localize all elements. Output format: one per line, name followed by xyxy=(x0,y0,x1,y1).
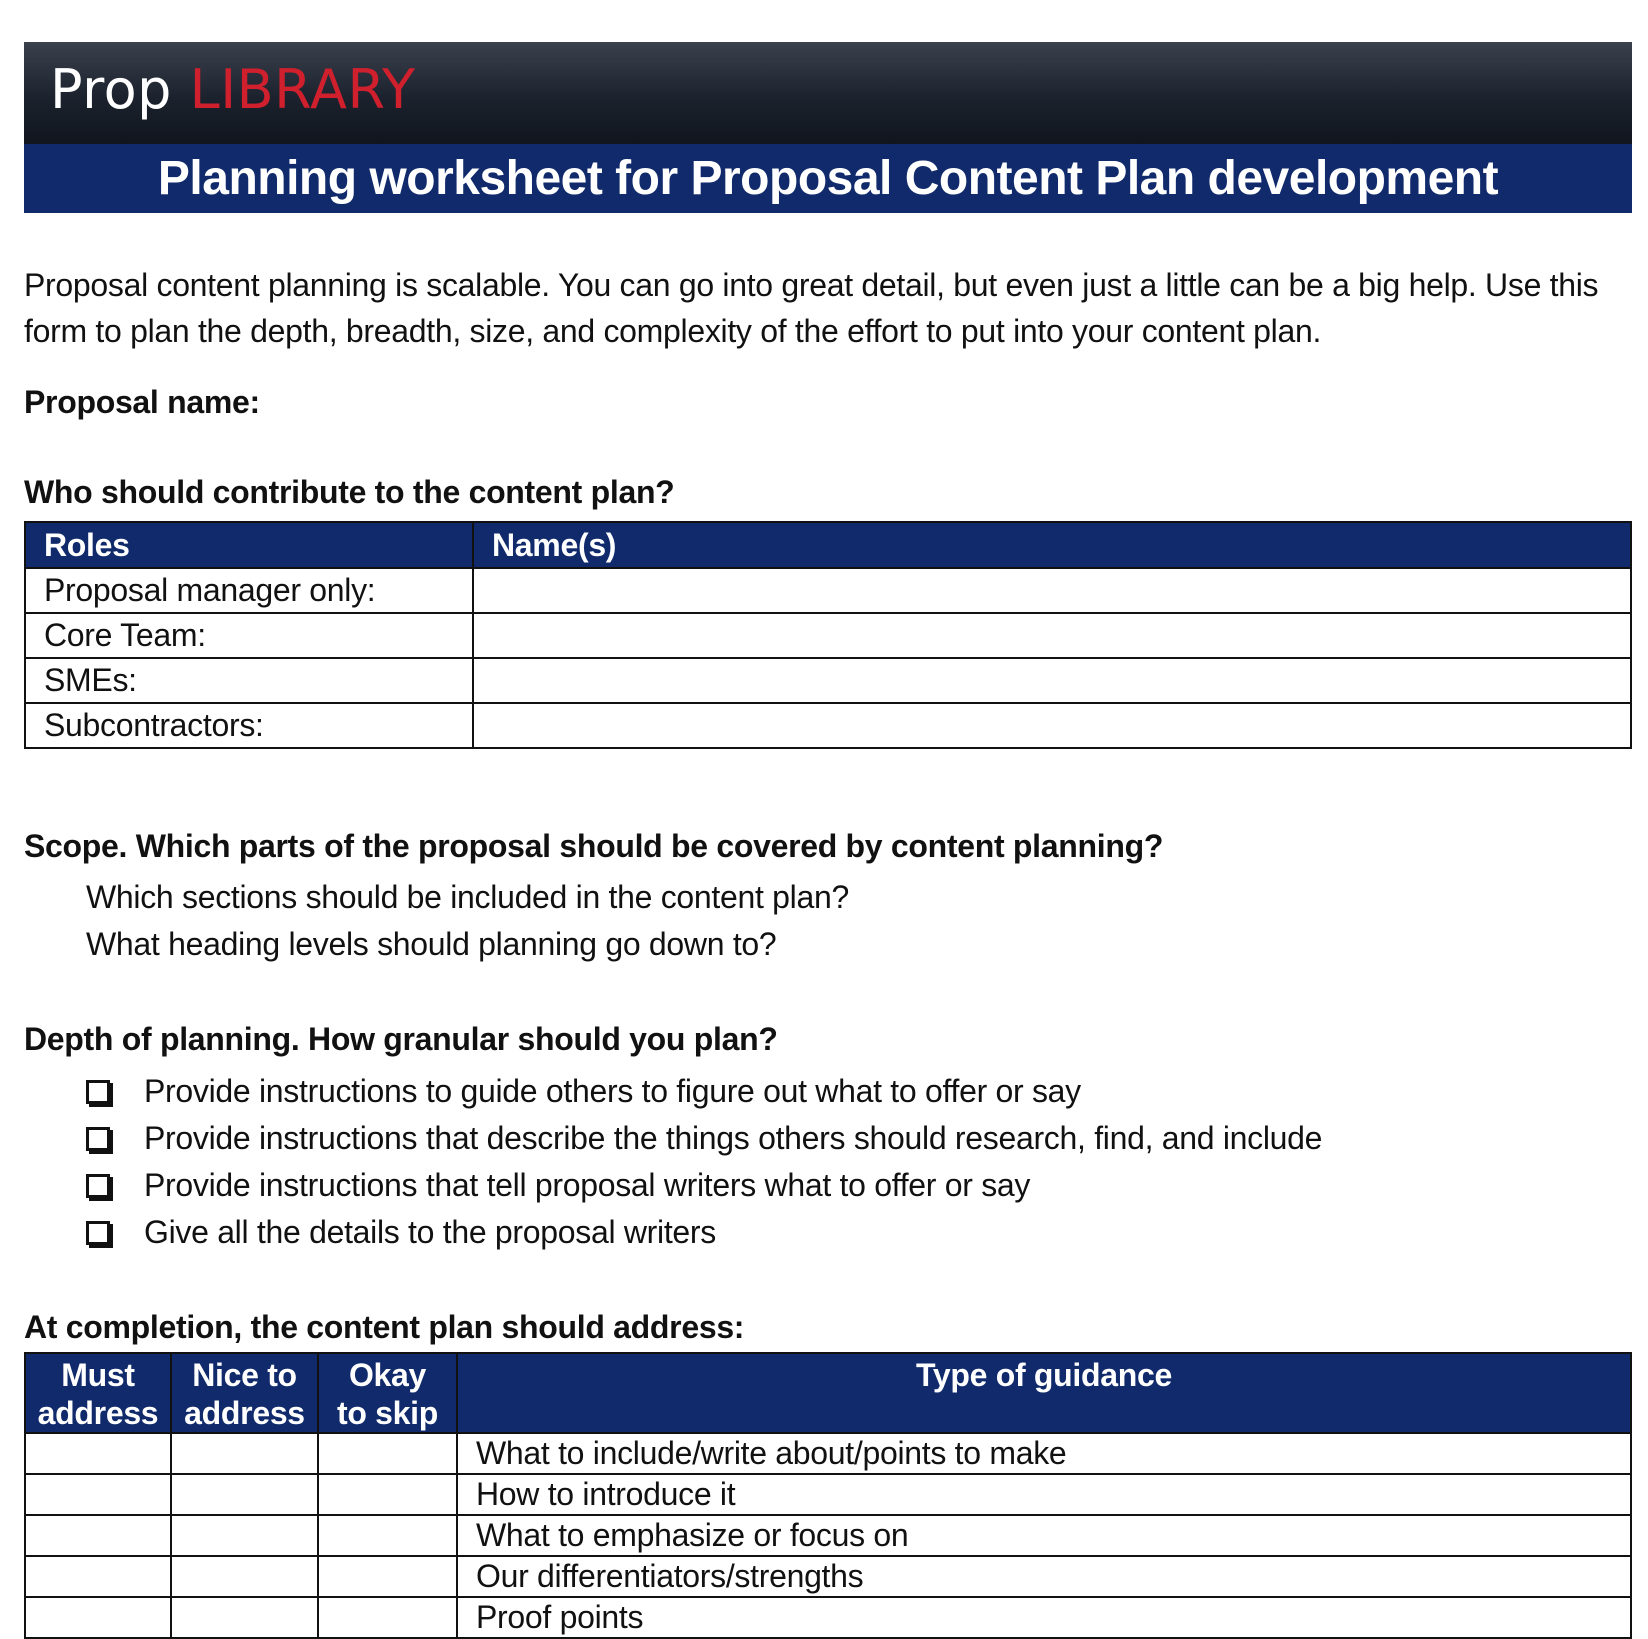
option-label: Provide instructions that tell proposal writers what to offer or say xyxy=(144,1167,1031,1203)
checkbox[interactable] xyxy=(86,1174,110,1198)
nice-cell[interactable] xyxy=(171,1556,318,1597)
table-row xyxy=(25,1597,1631,1638)
role-cell: Proposal manager only: xyxy=(25,568,473,613)
table-row xyxy=(25,703,1631,748)
guidance-cell: How to introduce it xyxy=(457,1474,1631,1515)
type-of-guidance-header: Type of guidance xyxy=(457,1353,1631,1433)
contributors-heading: Who should contribute to the content plan? xyxy=(24,474,675,510)
list-item xyxy=(86,1115,1322,1162)
must-cell[interactable] xyxy=(25,1515,171,1556)
nice-cell[interactable] xyxy=(171,1474,318,1515)
nice-cell[interactable] xyxy=(171,1597,318,1638)
depth-options-list xyxy=(86,1068,1322,1256)
skip-cell[interactable] xyxy=(318,1474,457,1515)
option-label: Give all the details to the proposal writers xyxy=(144,1214,716,1250)
nice-cell[interactable] xyxy=(171,1515,318,1556)
names-cell[interactable] xyxy=(473,613,1631,658)
guidance-cell: What to emphasize or focus on xyxy=(457,1515,1631,1556)
scope-heading: Scope. Which parts of the proposal should be covered by content planning? xyxy=(24,828,1164,864)
depth-heading: Depth of planning. How granular should you plan? xyxy=(24,1021,778,1057)
list-item xyxy=(86,1209,1322,1256)
option-label: Provide instructions that describe the things others should research, find, and include xyxy=(144,1120,1323,1156)
skip-cell[interactable] xyxy=(318,1556,457,1597)
names-cell[interactable] xyxy=(473,658,1631,703)
table-row xyxy=(25,568,1631,613)
must-cell[interactable] xyxy=(25,1597,171,1638)
okay-to-skip-header: Okay to skip xyxy=(318,1353,457,1433)
scope-question: What heading levels should planning go down to? xyxy=(86,926,777,962)
list-item xyxy=(86,1068,1322,1115)
role-cell: Subcontractors: xyxy=(25,703,473,748)
contributors-header-row xyxy=(25,522,1631,568)
prop-library-logo: Prop LIBRARY xyxy=(50,58,416,121)
names-cell[interactable] xyxy=(473,703,1631,748)
scope-question: Which sections should be included in the content plan? xyxy=(86,879,849,915)
roles-column-header: Roles xyxy=(25,522,473,568)
must-cell[interactable] xyxy=(25,1474,171,1515)
names-column-header: Name(s) xyxy=(473,522,1631,568)
must-cell[interactable] xyxy=(25,1433,171,1474)
nice-to-address-header: Nice to address xyxy=(171,1353,318,1433)
intro-paragraph: Proposal content planning is scalable. You can go into great detail, but even just a little can be a big help. Use this form to plan the depth, breadth, size, and complexity of the effort to put into your content plan. xyxy=(24,267,1599,349)
role-cell: Core Team: xyxy=(25,613,473,658)
guidance-cell: Proof points xyxy=(457,1597,1631,1638)
table-row xyxy=(25,613,1631,658)
table-row xyxy=(25,658,1631,703)
checkbox[interactable] xyxy=(86,1221,110,1245)
skip-cell[interactable] xyxy=(318,1433,457,1474)
guidance-header-row xyxy=(25,1353,1631,1433)
must-address-header: Must address xyxy=(25,1353,171,1433)
page-title: Planning worksheet for Proposal Content Plan development xyxy=(24,144,1632,213)
skip-cell[interactable] xyxy=(318,1597,457,1638)
role-cell: SMEs: xyxy=(25,658,473,703)
guidance-cell: What to include/write about/points to make xyxy=(457,1433,1631,1474)
skip-cell[interactable] xyxy=(318,1515,457,1556)
brand-banner xyxy=(24,42,1632,144)
nice-cell[interactable] xyxy=(171,1433,318,1474)
table-row xyxy=(25,1515,1631,1556)
table-row xyxy=(25,1433,1631,1474)
contributors-table xyxy=(24,521,1632,749)
option-label: Provide instructions to guide others to figure out what to offer or say xyxy=(144,1073,1081,1109)
names-cell[interactable] xyxy=(473,568,1631,613)
completion-heading: At completion, the content plan should address: xyxy=(24,1309,745,1345)
proposal-name-label: Proposal name: xyxy=(24,384,260,420)
checkbox[interactable] xyxy=(86,1080,110,1104)
table-row xyxy=(25,1474,1631,1515)
guidance-cell: Our differentiators/strengths xyxy=(457,1556,1631,1597)
must-cell[interactable] xyxy=(25,1556,171,1597)
table-row xyxy=(25,1556,1631,1597)
checkbox[interactable] xyxy=(86,1127,110,1151)
guidance-table xyxy=(24,1352,1632,1639)
list-item xyxy=(86,1162,1322,1209)
